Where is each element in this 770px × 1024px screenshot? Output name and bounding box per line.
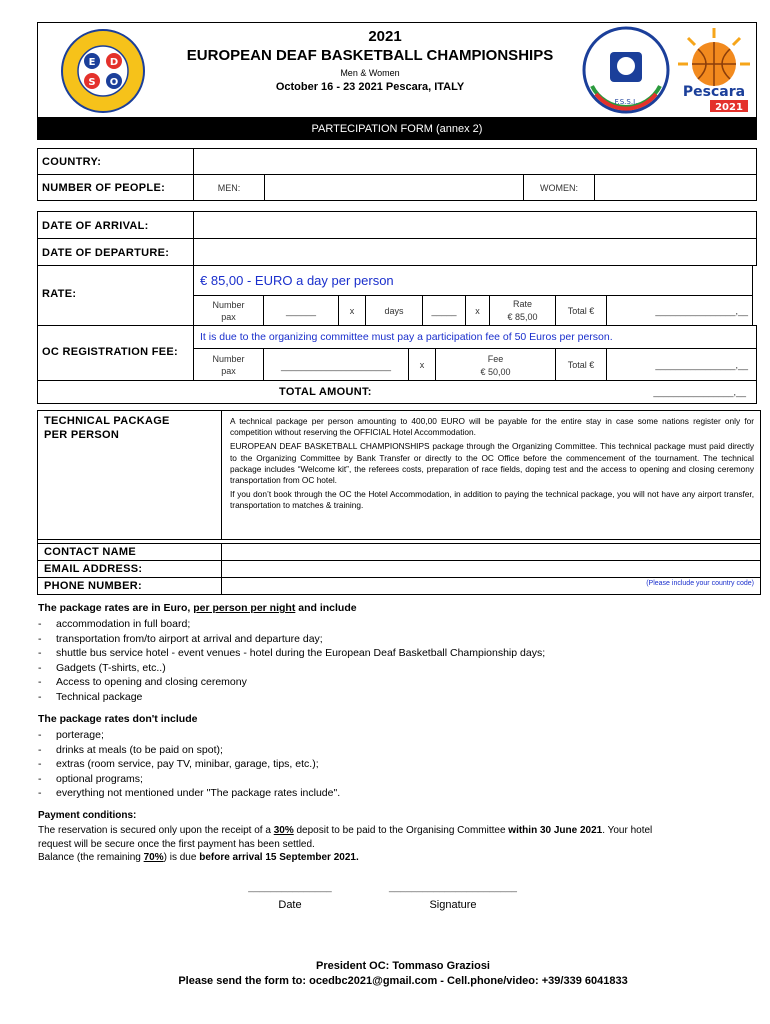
logo-letter-e: E xyxy=(88,57,96,68)
rate-days-label-cell xyxy=(365,295,423,326)
oc-fee-label-cell xyxy=(37,325,194,381)
rate-pax-input[interactable] xyxy=(263,295,339,326)
pescara-name: Pescara xyxy=(682,84,746,100)
email-label-cell xyxy=(37,560,222,578)
logo-letter-o: O xyxy=(109,77,119,88)
excludes-list xyxy=(38,728,340,801)
oc-pax-blank: ______________________ xyxy=(280,361,392,371)
list-item: - everything not mentioned under "The package rates include". xyxy=(38,786,340,801)
fssi-abbr: F.S.S.I. xyxy=(614,98,638,106)
list-item: - Access to opening and closing ceremony xyxy=(38,675,545,690)
technical-p1: A technical package per person amounting to 400,00 EURO will be payable for the entire stay in case some nations register only for competition without reserving the OFFICIAL Hotel Accommodation. xyxy=(230,416,754,438)
payment-l3-b: ) is due xyxy=(163,852,200,863)
payment-line-3 xyxy=(38,851,762,865)
event-date-place: October 16 - 23 2021 Pescara, ITALY xyxy=(275,81,465,93)
president-line: President OC: Tommaso Graziosi xyxy=(315,960,490,972)
rate-headline-cell xyxy=(193,265,753,295)
event-year: 2021 xyxy=(368,28,402,45)
oc-pax-label-cell xyxy=(193,348,264,381)
technical-label-cell xyxy=(37,410,222,540)
women-input[interactable] xyxy=(594,174,757,201)
technical-label: TECHNICAL PACKAGE PER PERSON xyxy=(44,415,170,441)
payment-l1-b: deposit to be paid to the Organising Committee xyxy=(293,825,509,836)
send-line: Please send the form to: ocedbc2021@gmail.com - Cell.phone/video: +39/339 6041833 xyxy=(178,975,628,987)
oc-note: It is due to the organizing committee must pay a participation fee of 50 Euros per person. xyxy=(200,331,613,343)
date-line[interactable]: _______________ xyxy=(248,882,332,893)
oc-fee-value-cell xyxy=(435,348,556,381)
phone-input[interactable] xyxy=(221,577,761,595)
payment-deadline: within 30 June 2021 xyxy=(508,825,603,836)
oc-total-blank: ________________,__ xyxy=(655,360,748,370)
rate-times-1 xyxy=(338,295,366,326)
form-title-bar: PARTECIPATION FORM (annex 2) xyxy=(37,118,757,140)
men-input[interactable] xyxy=(264,174,524,201)
oc-fee-value-label: Fee xyxy=(487,354,504,364)
oc-times xyxy=(408,348,436,381)
payment-l1-c: . Your hotel xyxy=(602,825,653,836)
email-label: EMAIL ADDRESS: xyxy=(44,563,143,575)
oc-pax-label: Number pax xyxy=(212,354,245,376)
total-label: TOTAL AMOUNT: xyxy=(279,386,372,398)
rate-days-label: days xyxy=(384,306,404,316)
includes-heading-pre: The package rates are in Euro, xyxy=(38,602,194,614)
list-item: - Gadgets (T-shirts, etc..) xyxy=(38,661,545,676)
payment-text xyxy=(38,824,762,865)
list-item: - transportation from/to airport at arrival and departure day; xyxy=(38,632,545,647)
rate-headline: € 85,00 - EURO a day per person xyxy=(200,273,394,288)
rate-total-label: Total € xyxy=(567,306,595,316)
total-row xyxy=(37,380,757,404)
payment-line-1 xyxy=(38,824,762,838)
oc-pax-input[interactable] xyxy=(263,348,409,381)
men-label: MEN: xyxy=(217,183,241,193)
contact-name-label-cell xyxy=(37,543,222,561)
includes-heading-post: and include xyxy=(295,602,357,614)
rate-label-cell xyxy=(37,265,194,326)
payment-balance-pct: 70% xyxy=(143,852,164,863)
pescara-year: 2021 xyxy=(715,102,743,113)
women-label-cell xyxy=(523,174,595,201)
contact-name-label: CONTACT NAME xyxy=(44,546,136,558)
logo-letter-s: S xyxy=(88,77,96,88)
rate-total-blank: ________________,__ xyxy=(655,306,748,316)
list-item: - optional programs; xyxy=(38,772,340,787)
rate-times-1-text: x xyxy=(349,306,355,316)
rate-label: RATE: xyxy=(42,288,77,300)
payment-balance-deadline: before arrival 15 September 2021. xyxy=(199,852,359,863)
arrival-label: DATE OF ARRIVAL: xyxy=(42,220,149,232)
oc-fee-value: € 50,00 xyxy=(480,367,511,377)
rate-total-input[interactable] xyxy=(606,295,753,326)
total-blank: ________________,__ xyxy=(653,387,746,397)
arrival-label-cell xyxy=(37,211,194,239)
oc-total-label-cell xyxy=(555,348,607,381)
rate-value: € 85,00 xyxy=(507,312,538,322)
country-label-cell xyxy=(37,148,194,175)
email-input[interactable] xyxy=(221,560,761,578)
rate-total-label-cell xyxy=(555,295,607,326)
list-item: - shuttle bus service hotel - event venues - hotel during the European Deaf Basketball Championship days; xyxy=(38,646,545,661)
payment-l1-a: The reservation is secured only upon the receipt of a xyxy=(38,825,274,836)
date-label: Date xyxy=(278,899,302,911)
rate-times-2 xyxy=(465,295,490,326)
payment-deposit-pct: 30% xyxy=(273,825,294,836)
phone-label: PHONE NUMBER: xyxy=(44,580,143,592)
includes-list xyxy=(38,617,545,705)
includes-heading-underlined: per person per night xyxy=(193,602,296,614)
event-title: EUROPEAN DEAF BASKETBALL CHAMPIONSHIPS xyxy=(186,47,554,64)
rate-pax-blank: ______ xyxy=(285,306,317,316)
rate-pax-label: Number pax xyxy=(212,300,245,322)
oc-fee-label: OC REGISTRATION FEE: xyxy=(42,346,178,358)
rate-days-blank: _____ xyxy=(431,306,457,316)
excludes-heading: The package rates don't include xyxy=(38,713,198,725)
rate-days-input[interactable] xyxy=(422,295,466,326)
women-label: WOMEN: xyxy=(540,183,578,193)
payment-heading: Payment conditions: xyxy=(38,810,137,821)
oc-total-input[interactable] xyxy=(606,348,757,381)
phone-label-cell xyxy=(37,577,222,595)
technical-text-cell xyxy=(221,410,761,540)
departure-label-cell xyxy=(37,238,194,266)
list-item: - accommodation in full board; xyxy=(38,617,545,632)
technical-p2: EUROPEAN DEAF BASKETBALL CHAMPIONSHIPS package through the Organizing Committee. This technical package must paid directly to the Organizing Committee by Bank Transfer or directly to the OC Office before the commencement of the tournament. The technical package includes “Welcome kit”, the referees costs, preparation of race fields, doping test and the access to opening and closing ceremony transportation from OC hotel. xyxy=(230,441,754,486)
logo-letter-d: D xyxy=(109,57,119,68)
people-label-cell xyxy=(37,174,194,201)
rate-value-cell xyxy=(489,295,556,326)
event-subtitle: Men & Women xyxy=(340,68,400,78)
country-label: COUNTRY: xyxy=(42,156,102,168)
list-item: - Technical package xyxy=(38,690,545,705)
phone-hint: (Please include your country code) xyxy=(646,580,754,587)
signature-label: Signature xyxy=(429,899,477,911)
rate-times-2-text: x xyxy=(475,306,480,316)
list-item: - extras (room service, pay TV, minibar, garage, tips, etc.); xyxy=(38,757,340,772)
departure-input[interactable] xyxy=(193,238,757,266)
oc-note-cell xyxy=(193,325,757,348)
rate-pax-label-cell xyxy=(193,295,264,326)
country-input[interactable] xyxy=(193,148,757,175)
list-item: - porterage; xyxy=(38,728,340,743)
contact-name-input[interactable] xyxy=(221,543,761,561)
oc-times-text: x xyxy=(419,360,425,370)
includes-heading xyxy=(38,602,357,614)
men-label-cell xyxy=(193,174,265,201)
rate-value-label: Rate xyxy=(512,299,532,309)
signature-line[interactable]: _______________________ xyxy=(389,882,517,893)
payment-l3-a: Balance (the remaining xyxy=(38,852,144,863)
list-item: - drinks at meals (to be paid on spot); xyxy=(38,743,340,758)
oc-total-label: Total € xyxy=(567,360,595,370)
technical-p3: If you don’t book through the OC the Hotel Accommodation, in addition to paying the technical package, you will not have any airport transfer, transportation to matches & training. xyxy=(230,489,754,511)
payment-line-2: request will be secure once the first payment has been settled. xyxy=(38,838,315,850)
arrival-input[interactable] xyxy=(193,211,757,239)
people-label: NUMBER OF PEOPLE: xyxy=(42,182,166,194)
departure-label: DATE OF DEPARTURE: xyxy=(42,247,170,259)
